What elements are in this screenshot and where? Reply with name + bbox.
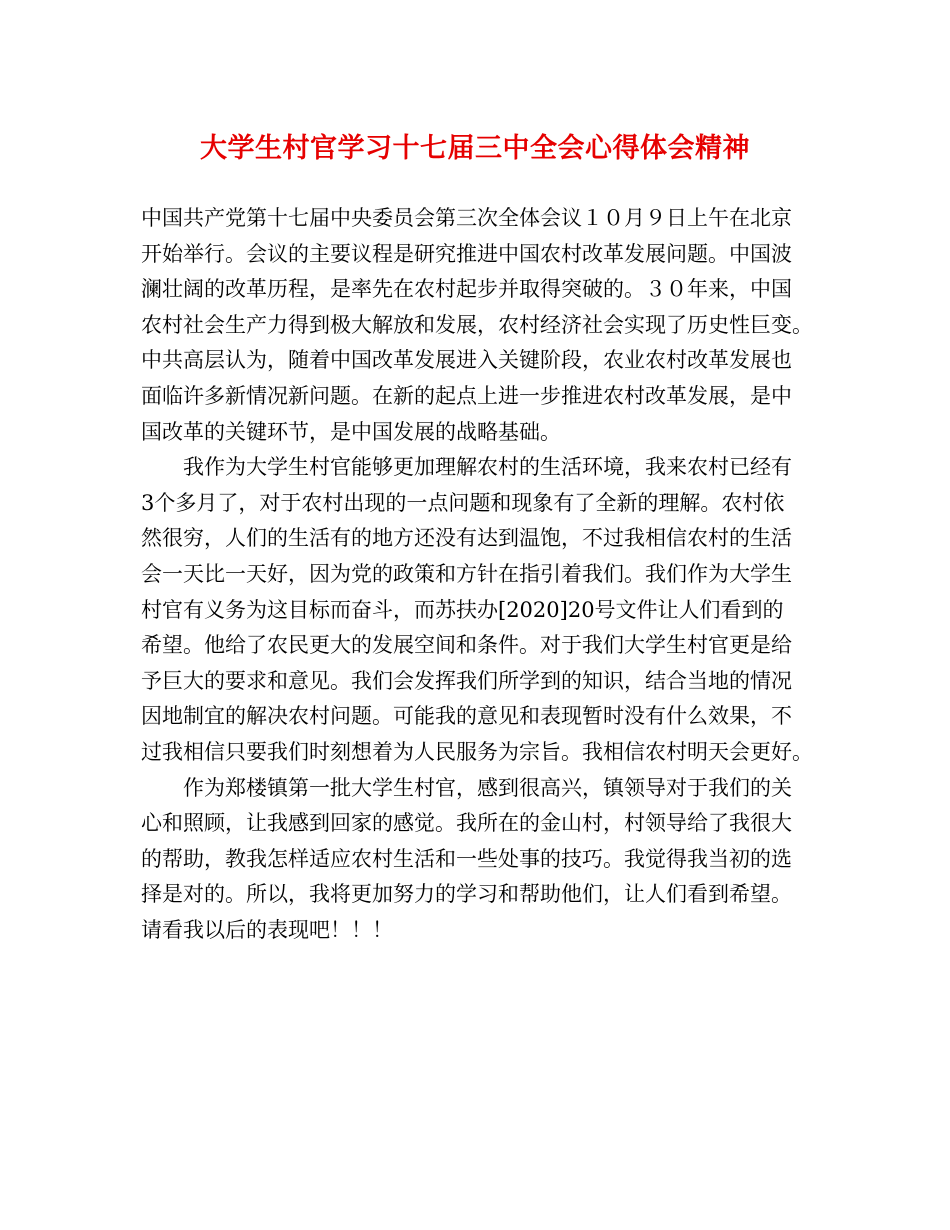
- text-line: 澜壮阔的改革历程，是率先在农村起步并取得突破的。３０年来，中国: [141, 277, 792, 302]
- paragraph-3: [141, 771, 813, 949]
- text-line: 希望。他给了农民更大的发展空间和条件。对于我们大学生村官更是给: [141, 633, 792, 658]
- paragraph-1: [141, 201, 813, 450]
- text-line: 中共高层认为，随着中国改革发展进入关键阶段，农业农村改革发展也: [141, 348, 792, 373]
- text-line: 的帮助，教我怎样适应农村生活和一些处事的技巧。我觉得我当初的选: [141, 846, 792, 871]
- text-line: 中国共产党第十七届中央委员会第三次全体会议１０月９日上午在北京: [141, 206, 792, 230]
- text-line: 村官有义务为这目标而奋斗，而苏扶办[2020]20号文件让人们看到的: [141, 597, 784, 622]
- text-line: 作为郑楼镇第一批大学生村官，感到很高兴，镇领导对于我们的关: [183, 775, 792, 800]
- text-line: 国改革的关键环节，是中国发展的战略基础。: [141, 419, 561, 444]
- text-line: 面临许多新情况新问题。在新的起点上进一步推进农村改革发展，是中: [141, 383, 792, 408]
- text-line: 请看我以后的表现吧！！！: [141, 917, 393, 942]
- text-line: 会一天比一天好，因为党的政策和方针在指引着我们。我们作为大学生: [141, 561, 792, 586]
- document-title: 大学生村官学习十七届三中全会心得体会精神: [200, 133, 750, 164]
- text-line: 择是对的。所以，我将更加努力的学习和帮助他们，让人们看到希望。: [141, 882, 792, 907]
- text-line: 因地制宜的解决农村问题。可能我的意见和表现暂时没有什么效果，不: [141, 704, 792, 729]
- text-line: 3个多月了，对于农村出现的一点问题和现象有了全新的理解。农村依: [141, 490, 785, 515]
- text-line: 农村社会生产力得到极大解放和发展，农村经济社会实现了历史性巨变。: [141, 312, 813, 337]
- text-line: 心和照顾，让我感到回家的感觉。我所在的金山村，村领导给了我很大: [141, 811, 792, 836]
- text-line: 开始举行。会议的主要议程是研究推进中国农村改革发展问题。中国波: [141, 241, 792, 266]
- document-body: [141, 201, 813, 948]
- text-line: 过我相信只要我们时刻想着为人民服务为宗旨。我相信农村明天会更好。: [141, 739, 813, 764]
- text-line: 然很穷，人们的生活有的地方还没有达到温饱，不过我相信农村的生活: [141, 526, 792, 551]
- text-line: 我作为大学生村官能够更加理解农村的生活环境，我来农村已经有: [183, 455, 792, 480]
- paragraph-2: [141, 450, 813, 770]
- text-line: 予巨大的要求和意见。我们会发挥我们所学到的知识，结合当地的情况: [141, 668, 792, 693]
